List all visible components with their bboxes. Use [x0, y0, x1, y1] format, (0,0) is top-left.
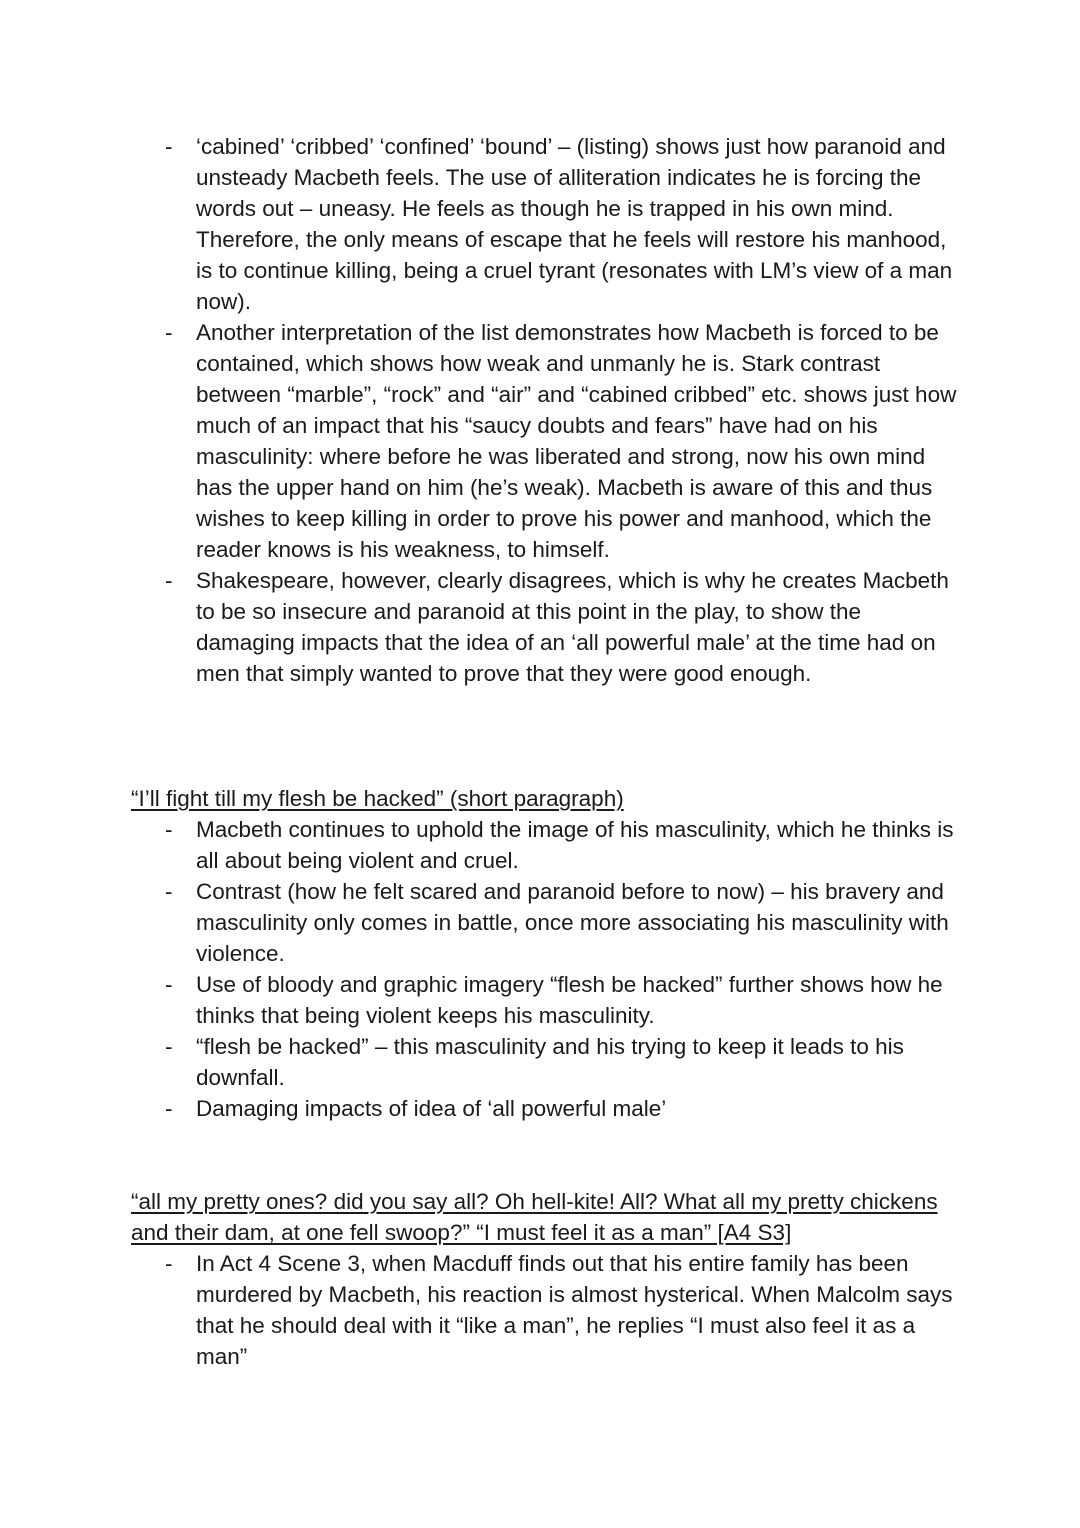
bullet-text: Contrast (how he felt scared and paranoid before to now) – his bravery and masculinity only comes in battle, once more associating his masculinity with violence.	[196, 879, 949, 966]
bullet-dash: -	[165, 879, 173, 904]
bullet-dash: -	[165, 972, 173, 997]
section-3-bullet-list	[165, 1248, 965, 1372]
bullet-item	[165, 969, 965, 1031]
bullet-dash: -	[165, 1251, 173, 1276]
bullet-text: Another interpretation of the list demonstrates how Macbeth is forced to be contained, which shows how weak and unmanly he is. Stark contrast between “marble”, “rock” and “air” and “cabined cribbed” etc. shows just how much of an impact that his “saucy doubts and fears” have had on his masculinity: where before he was liberated and strong, now his own mind has the upper hand on him (he’s weak). Macbeth is aware of this and thus wishes to keep killing in order to prove his power and manhood, which the reader knows is his weakness, to himself.	[196, 320, 957, 562]
bullet-item	[165, 814, 965, 876]
bullet-text: Damaging impacts of idea of ‘all powerful male’	[196, 1096, 667, 1121]
section-2-bullet-list	[165, 814, 965, 1124]
bullet-text: In Act 4 Scene 3, when Macduff finds out that his entire family has been murdered by Macbeth, his reaction is almost hysterical. When Malcolm says that he should deal with it “like a man”, he replies “I must also feel it as a man”	[196, 1251, 953, 1369]
bullet-dash: -	[165, 1096, 173, 1121]
bullet-item	[165, 876, 965, 969]
bullet-text: “flesh be hacked” – this masculinity and his trying to keep it leads to his downfall.	[196, 1034, 904, 1090]
bullet-dash: -	[165, 320, 173, 345]
bullet-text: ‘cabined’ ‘cribbed’ ‘confined’ ‘bound’ – (listing) shows just how paranoid and unsteady Macbeth feels. The use of alliteration indicates he is forcing the words out – uneasy. He feels as though he is trapped in his own mind. Therefore, the only means of escape that he feels will restore his manhood, is to continue killing, being a cruel tyrant (resonates with LM’s view of a man now).	[196, 134, 953, 314]
bullet-text: Shakespeare, however, clearly disagrees, which is why he creates Macbeth to be so insecure and paranoid at this point in the play, to show the damaging impacts that the idea of an ‘all powerful male’ at the time had on men that simply wanted to prove that they were good enough.	[196, 568, 949, 686]
section-2-heading: “I’ll fight till my flesh be hacked” (short paragraph)	[131, 786, 624, 811]
bullet-dash: -	[165, 568, 173, 593]
bullet-item	[165, 1093, 965, 1124]
bullet-item	[165, 565, 965, 689]
bullet-text: Macbeth continues to uphold the image of his masculinity, which he thinks is all about being violent and cruel.	[196, 817, 954, 873]
bullet-item	[165, 1031, 965, 1093]
section-1-bullet-list	[165, 131, 965, 689]
bullet-dash: -	[165, 134, 173, 159]
bullet-text: Use of bloody and graphic imagery “flesh be hacked” further shows how he thinks that being violent keeps his masculinity.	[196, 972, 943, 1028]
bullet-item	[165, 131, 965, 317]
section-3-heading: “all my pretty ones? did you say all? Oh hell-kite! All? What all my pretty chickens and their dam, at one fell swoop?” “I must feel it as a man” [A4 S3]	[131, 1189, 938, 1245]
bullet-item	[165, 1248, 965, 1372]
bullet-dash: -	[165, 817, 173, 842]
bullet-dash: -	[165, 1034, 173, 1059]
bullet-item	[165, 317, 965, 565]
